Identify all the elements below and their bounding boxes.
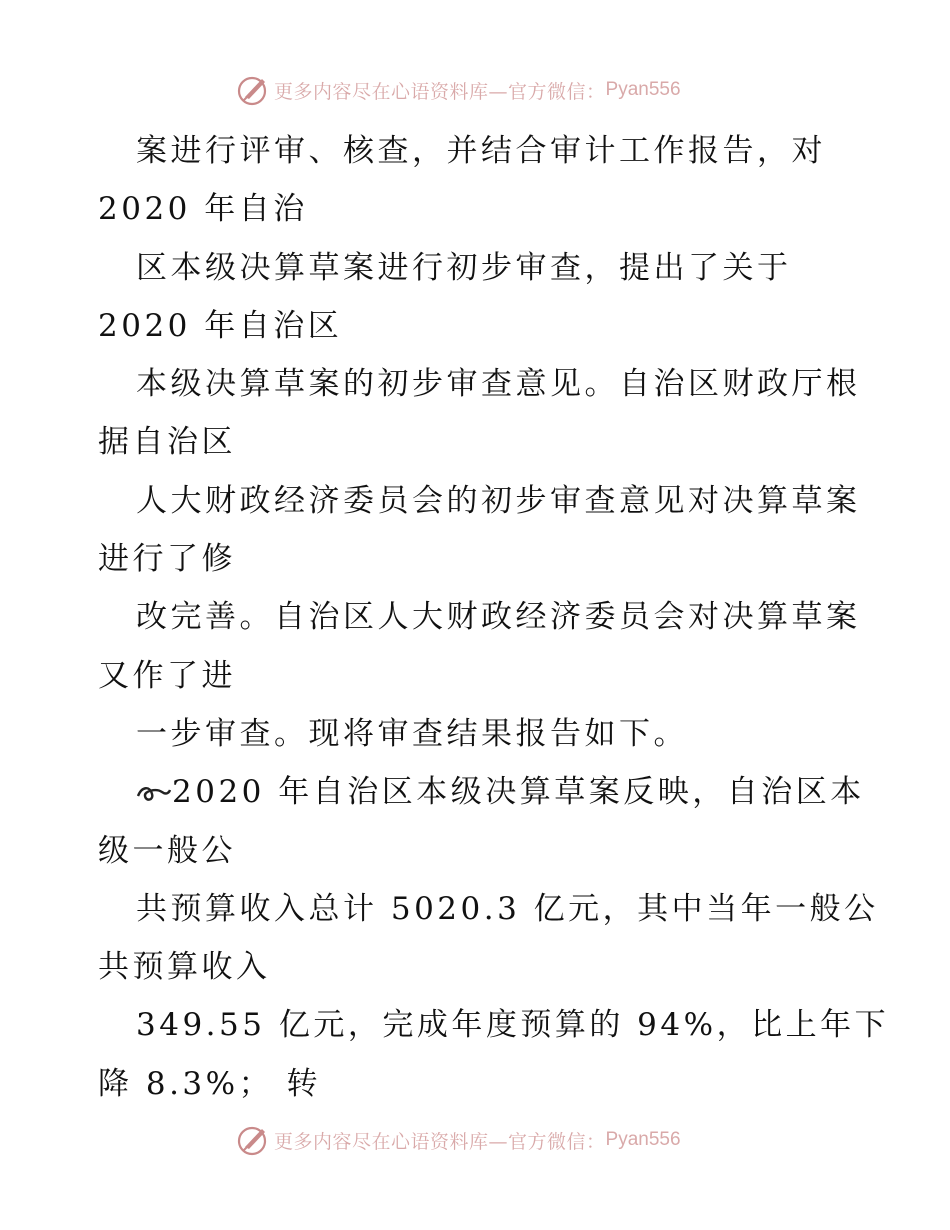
- header-watermark: [236, 73, 681, 107]
- text-line: [98, 239, 858, 297]
- text-line-content: 进行了修: [98, 541, 236, 578]
- text-line-content: 改完善。自治区人大财政经济委员会对决算草案: [136, 599, 861, 636]
- text-line: [98, 938, 858, 996]
- text-line: [98, 530, 858, 588]
- text-line: [98, 180, 858, 238]
- text-line-content: 一步审查。现将审查结果报告如下。: [136, 715, 688, 752]
- text-line: [98, 996, 890, 1054]
- text-line: [98, 647, 858, 705]
- document-body: [98, 122, 890, 1113]
- watermark-text: 更多内容尽在心语资料库—官方微信：: [274, 80, 606, 103]
- text-line: [98, 355, 861, 413]
- text-line-content: 人大财政经济委员会的初步审查意见对决算草案: [136, 482, 861, 519]
- text-line-content: 区本级决算草案进行初步审查，提出了关于: [136, 249, 792, 286]
- text-line: [98, 880, 879, 938]
- text-line-content: 共预算收入: [98, 949, 271, 986]
- text-line-content: 据自治区: [98, 424, 236, 461]
- text-line-content: 案进行评审、核查，并结合审计工作报告，对: [136, 133, 826, 169]
- text-line: [98, 763, 865, 821]
- watermark-id: Pyan556: [605, 1129, 681, 1150]
- text-line: [98, 122, 858, 180]
- quill-logo-icon: [236, 1123, 270, 1157]
- text-line-content: 2020 年自治区: [98, 307, 343, 344]
- watermark-id: Pyan556: [605, 79, 681, 100]
- text-line-content: 2020 年自治区本级决算草案反映，自治区本: [172, 774, 865, 811]
- text-line: [98, 472, 861, 530]
- text-line-content: 本级决算草案的初步审查意见。自治区财政厅根: [136, 366, 861, 403]
- text-line-content: 349.55 亿元，完成年度预算的 94%，比上年下: [136, 1007, 890, 1044]
- footer-watermark: [236, 1123, 681, 1157]
- text-line: [98, 705, 858, 763]
- quill-logo-icon: [236, 73, 270, 107]
- text-line-content: 共预算收入总计 5020.3 亿元，其中当年一般公: [136, 890, 879, 927]
- text-line-content: 又作了进: [98, 657, 236, 694]
- text-line: [98, 413, 858, 471]
- text-line-content: 2020 年自治: [98, 191, 308, 228]
- text-line: [98, 588, 861, 646]
- watermark-text: 更多内容尽在心语资料库—官方微信：: [274, 1130, 606, 1153]
- text-line: [98, 1055, 858, 1113]
- text-line: [98, 297, 858, 355]
- text-line: [98, 822, 858, 880]
- ornament-bullet-icon: [136, 782, 172, 804]
- text-line-content: 级一般公: [98, 832, 236, 869]
- text-line-content: 降 8.3%； 转: [98, 1065, 321, 1102]
